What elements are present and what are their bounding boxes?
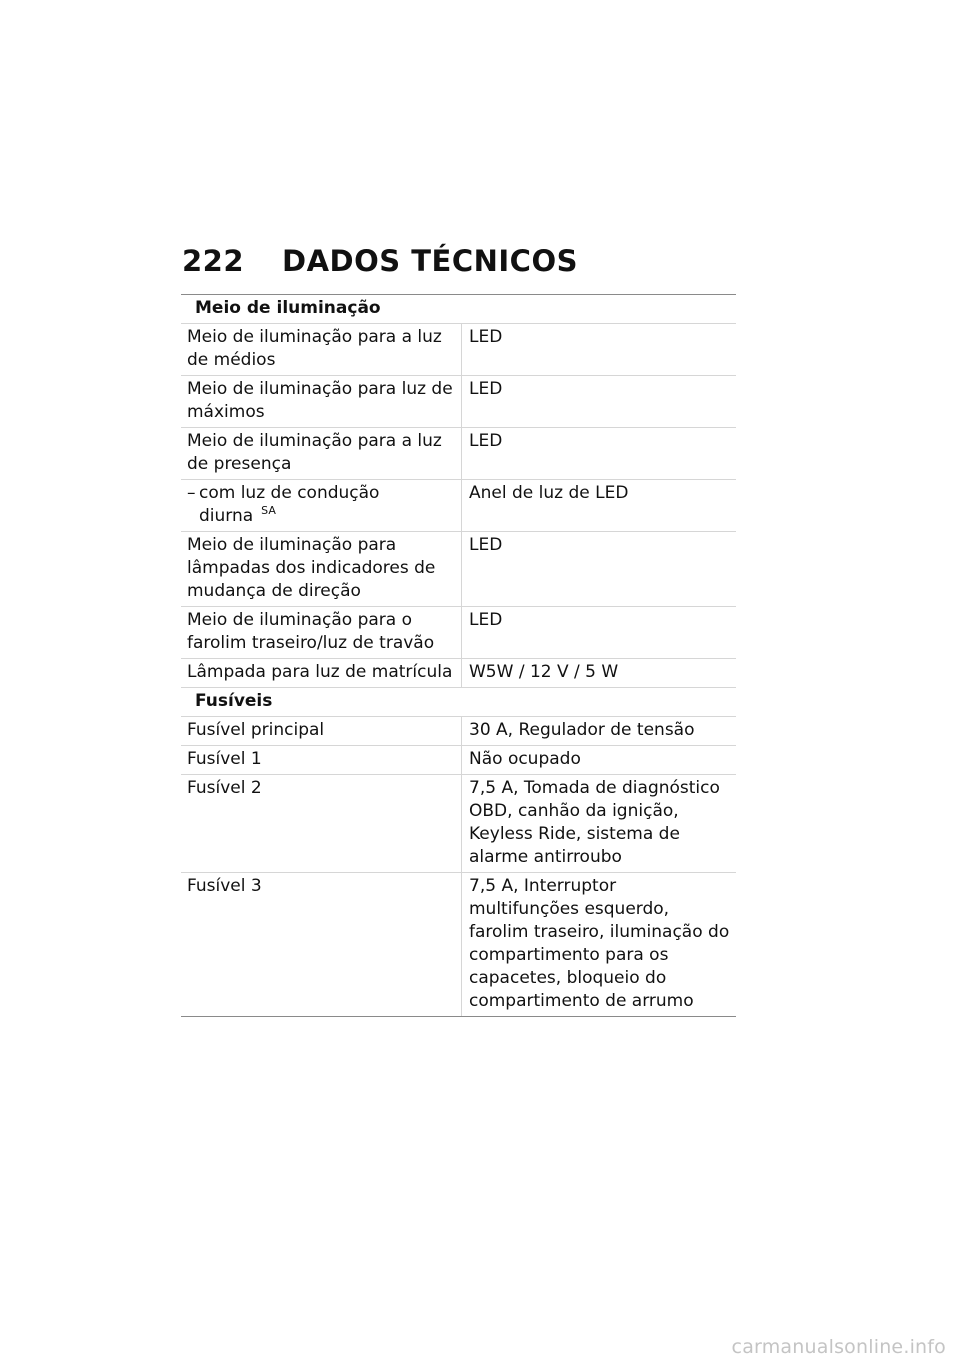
table-row <box>181 607 736 659</box>
row-value: 30 A, Regulador de tensão <box>462 717 737 746</box>
sub-item-label: com luz de condução diurna <box>199 483 380 526</box>
table-row <box>181 376 736 428</box>
table-row <box>181 480 736 532</box>
page-number: 222 <box>182 244 245 278</box>
table-section-heading <box>181 688 736 717</box>
table-row <box>181 324 736 376</box>
row-label: Meio de iluminação para lâmpadas dos indicadores de mudança de direção <box>181 532 462 607</box>
section-title: DADOS TÉCNICOS <box>282 244 578 278</box>
fuses-heading: Fusíveis <box>181 688 736 717</box>
table-row <box>181 775 736 873</box>
row-value: W5W / 12 V / 5 W <box>462 659 737 688</box>
row-label: Lâmpada para luz de matrícula <box>181 659 462 688</box>
row-label: Fusível 3 <box>181 873 462 1017</box>
row-label: Fusível principal <box>181 717 462 746</box>
table-row <box>181 873 736 1017</box>
row-label: Fusível 1 <box>181 746 462 775</box>
watermark: carmanualsonline.info <box>731 1336 946 1358</box>
row-label: Fusível 2 <box>181 775 462 873</box>
row-value: Não ocupado <box>462 746 737 775</box>
row-label: Meio de iluminação para a luz de presença <box>181 428 462 480</box>
dash-bullet: – <box>187 483 196 503</box>
row-label-sub <box>181 480 462 532</box>
row-value: 7,5 A, Interruptor multifunções esquerdo, farolim traseiro, iluminação do compartimento para os capacetes, bloqueio do compartimento de arrumo <box>462 873 737 1017</box>
row-label: Meio de iluminação para o farolim traseiro/luz de travão <box>181 607 462 659</box>
table-row <box>181 717 736 746</box>
row-value: 7,5 A, Tomada de diagnóstico OBD, canhão da ignição, Keyless Ride, sistema de alarme antirroubo <box>462 775 737 873</box>
table-row <box>181 532 736 607</box>
row-value: LED <box>462 324 737 376</box>
table-row <box>181 746 736 775</box>
lighting-heading: Meio de iluminação <box>181 295 736 324</box>
row-label: Meio de iluminação para a luz de médios <box>181 324 462 376</box>
table-section-heading <box>181 295 736 324</box>
row-value: Anel de luz de LED <box>462 480 737 532</box>
spec-table <box>181 294 736 1017</box>
page-header <box>182 244 578 278</box>
row-value: LED <box>462 607 737 659</box>
row-value: LED <box>462 532 737 607</box>
table-row <box>181 428 736 480</box>
row-value: LED <box>462 376 737 428</box>
row-label: Meio de iluminação para luz de máximos <box>181 376 462 428</box>
table-row <box>181 659 736 688</box>
row-value: LED <box>462 428 737 480</box>
optional-equipment-marker: SA <box>261 504 276 518</box>
